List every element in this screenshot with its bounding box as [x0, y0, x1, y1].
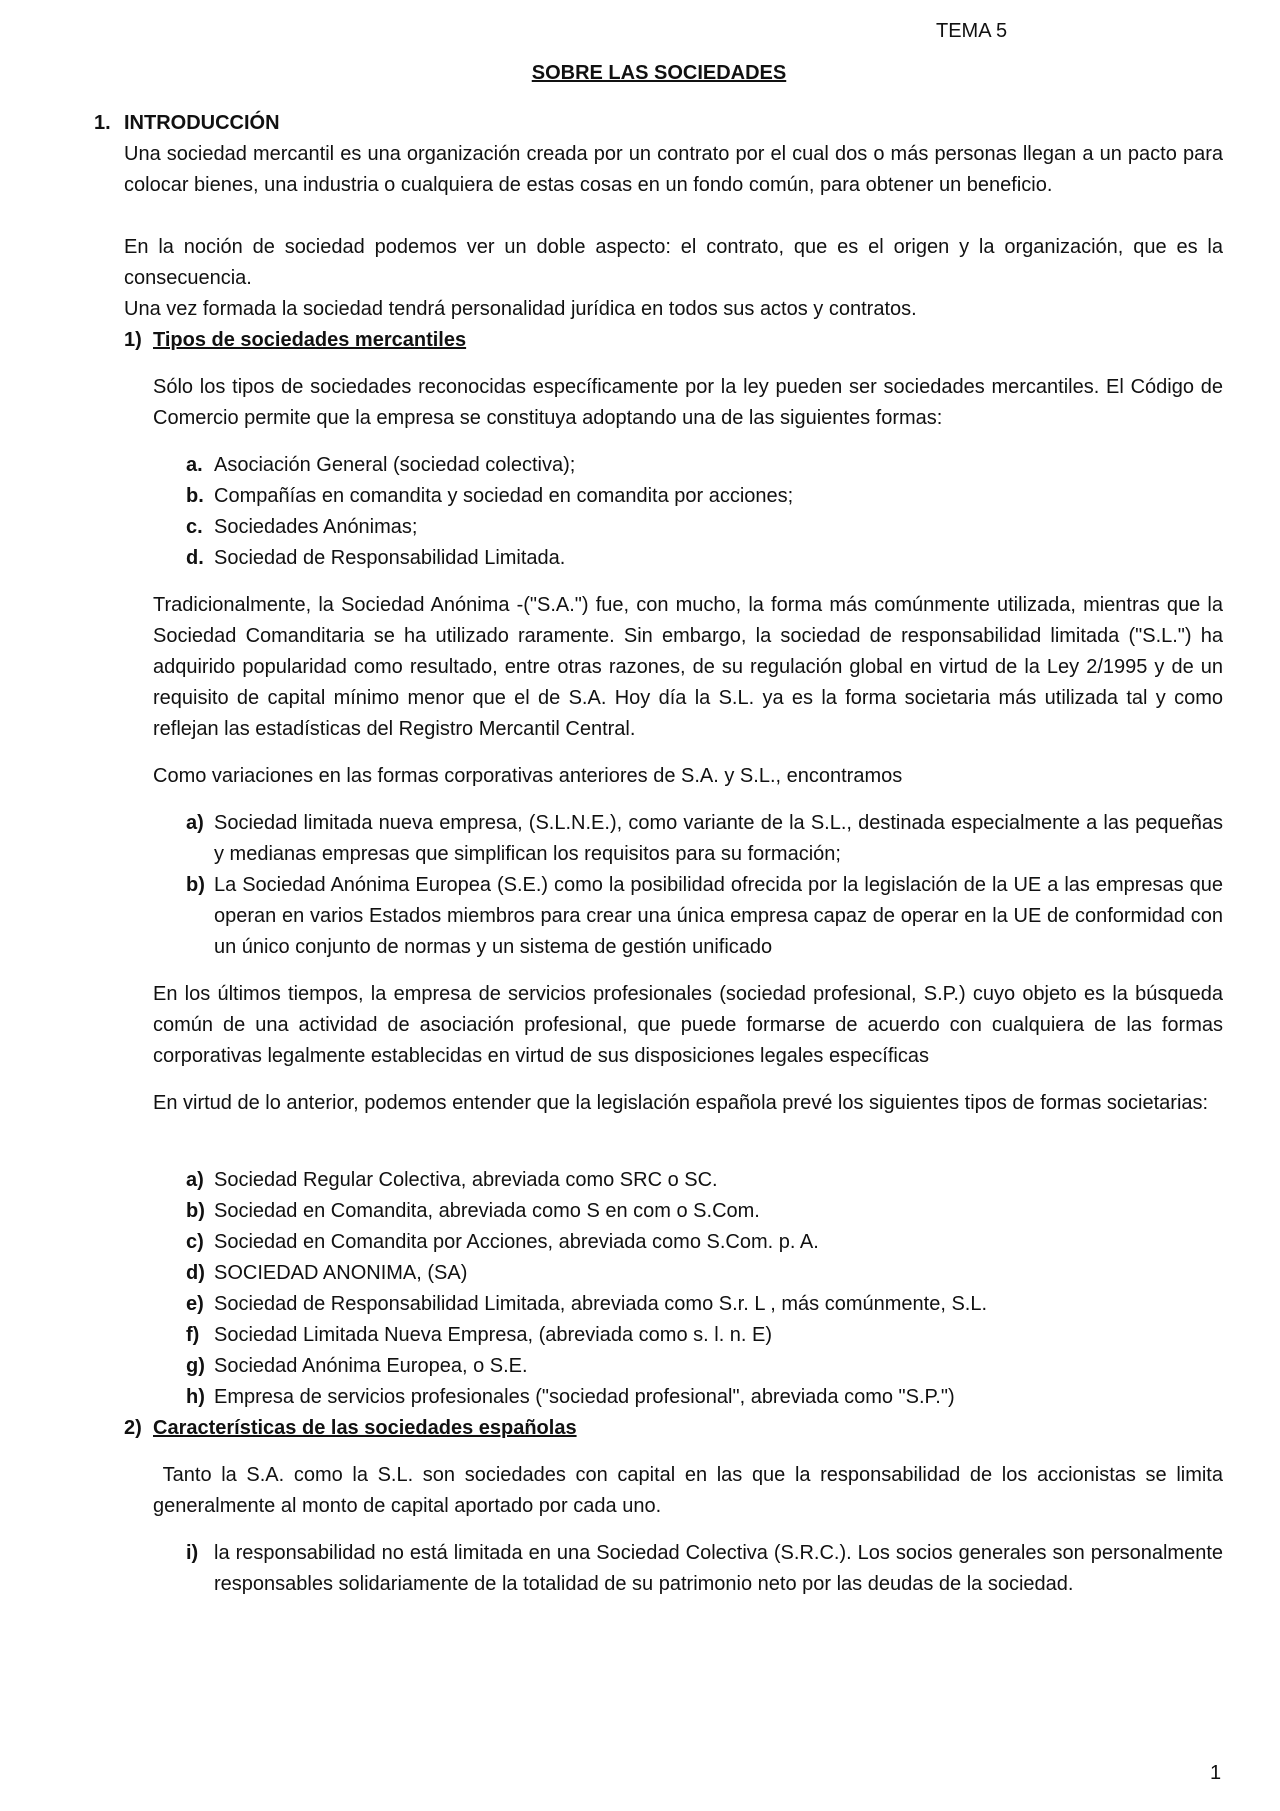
intro-number: 1.: [94, 112, 111, 134]
list-item: Sociedad de Responsabilidad Limitada.: [214, 547, 566, 569]
section1-paragraph: En virtud de lo anterior, podemos entender que la legislación española prevé los siguientes tipos de formas societarias:: [153, 1092, 1209, 1114]
header-tema: TEMA 5: [936, 20, 1008, 42]
list-item: Sociedad Limitada Nueva Empresa, (abreviada como s. l. n. E): [214, 1324, 773, 1346]
section1-paragraph: Sólo los tipos de sociedades reconocidas específicamente por la ley pueden ser sociedades mercantiles. El Código de Comercio permite que la empresa se constituya adoptando una de las siguientes formas:: [153, 376, 1223, 429]
section2-heading: Características de las sociedades españolas: [153, 1417, 577, 1439]
list-marker: f): [186, 1324, 200, 1346]
list-item: Sociedad Anónima Europea, o S.E.: [214, 1355, 528, 1377]
section1-heading: Tipos de sociedades mercantiles: [153, 329, 467, 351]
list-marker: g): [186, 1355, 205, 1377]
list-marker: c.: [186, 516, 203, 538]
section2-number: 2): [124, 1417, 142, 1439]
list-item: Compañías en comandita y sociedad en comandita por acciones;: [214, 485, 794, 507]
list-item: Sociedad limitada nueva empresa, (S.L.N.E.), como variante de la S.L., destinada especialmente a las pequeñas y medianas empresas que simplifican los requisitos para su formación;: [214, 812, 1223, 865]
list-marker: b.: [186, 485, 204, 507]
list-marker: h): [186, 1386, 205, 1408]
list-marker: a.: [186, 454, 203, 476]
list-marker: b): [186, 1200, 205, 1222]
intro-paragraph: Una sociedad mercantil es una organización creada por un contrato por el cual dos o más personas llegan a un pacto para colocar bienes, una industria o cualquiera de estas cosas en un fondo común, para obtener un beneficio.: [124, 143, 1223, 196]
list-item: Sociedad en Comandita, abreviada como S en com o S.Com.: [214, 1200, 760, 1222]
section1-paragraph: Tradicionalmente, la Sociedad Anónima -("S.A.") fue, con mucho, la forma más comúnmente utilizada, mientras que la Sociedad Comanditaria se ha utilizado raramente. Sin embargo, la sociedad de responsabilidad limitada ("S.L.") ha adquirido popularidad como resultado, entre otras razones, de su regulación global en virtud de la Ley 2/1995 y de un requisito de capital mínimo menor que el de S.A. Hoy día la S.L. ya es la forma societaria más utilizada tal y como reflejan las estadísticas del Registro Mercantil Central.: [153, 594, 1223, 740]
section1-paragraph: En los últimos tiempos, la empresa de servicios profesionales (sociedad profesional, S.P.) cuyo objeto es la búsqueda común de una actividad de asociación profesional, que puede formarse de acuerdo con cualquiera de las formas corporativas legalmente establecidas en virtud de sus disposiciones legales específicas: [153, 983, 1223, 1067]
list-marker: a): [186, 812, 204, 834]
intro-paragraph: Una vez formada la sociedad tendrá personalidad jurídica en todos sus actos y contratos.: [124, 298, 917, 320]
list-item: Asociación General (sociedad colectiva);: [214, 454, 576, 476]
list-marker: e): [186, 1293, 204, 1315]
list-marker: d.: [186, 547, 204, 569]
section2-paragraph: Tanto la S.A. como la S.L. son sociedades con capital en las que la responsabilidad de los accionistas se limita generalmente al monto de capital aportado por cada uno.: [153, 1464, 1229, 1517]
list-item: la responsabilidad no está limitada en una Sociedad Colectiva (S.R.C.). Los socios generales son personalmente responsables solidariamente de la totalidad de su patrimonio neto por las deudas de la sociedad.: [214, 1542, 1223, 1595]
list-marker: a): [186, 1169, 204, 1191]
page-number: 1: [1210, 1762, 1222, 1784]
list-marker: d): [186, 1262, 205, 1284]
list-item: Empresa de servicios profesionales ("sociedad profesional", abreviada como "S.P."): [214, 1386, 955, 1408]
list-item: Sociedad Regular Colectiva, abreviada como SRC o SC.: [214, 1169, 718, 1191]
section1-number: 1): [124, 329, 142, 351]
intro-paragraph: En la noción de sociedad podemos ver un doble aspecto: el contrato, que es el origen y la organización, que es la consecuencia.: [124, 236, 1223, 289]
list-marker: i): [186, 1542, 199, 1564]
document-title: SOBRE LAS SOCIEDADES: [531, 62, 787, 84]
list-marker: b): [186, 874, 205, 896]
list-item: SOCIEDAD ANONIMA, (SA): [214, 1262, 468, 1284]
list-item: Sociedad en Comandita por Acciones, abreviada como S.Com. p. A.: [214, 1231, 819, 1253]
list-item: La Sociedad Anónima Europea (S.E.) como la posibilidad ofrecida por la legislación de la UE a las empresas que operan en varios Estados miembros para crear una única empresa capaz de operar en la UE de conformidad con un único conjunto de normas y un sistema de gestión unificado: [214, 874, 1223, 958]
section1-paragraph: Como variaciones en las formas corporativas anteriores de S.A. y S.L., encontramos: [153, 765, 903, 787]
list-item: Sociedades Anónimas;: [214, 516, 418, 538]
intro-heading: INTRODUCCIÓN: [124, 112, 280, 134]
list-marker: c): [186, 1231, 204, 1253]
list-item: Sociedad de Responsabilidad Limitada, abreviada como S.r. L , más comúnmente, S.L.: [214, 1293, 988, 1315]
